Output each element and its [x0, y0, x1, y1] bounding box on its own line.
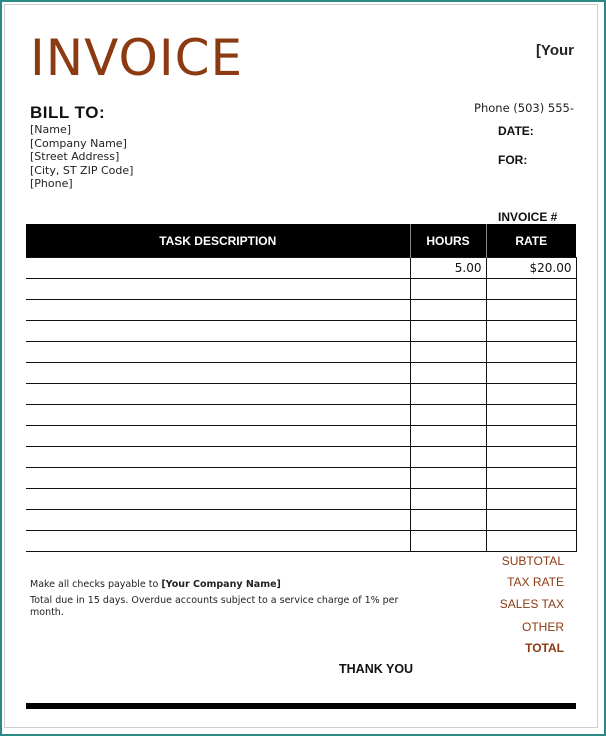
rate-cell[interactable] — [486, 468, 576, 489]
bill-to-city: [City, ST ZIP Code] — [30, 163, 134, 177]
table-row — [26, 363, 576, 384]
table-row — [26, 447, 576, 468]
rate-cell[interactable] — [486, 279, 576, 300]
bill-to-block — [30, 123, 133, 191]
rate-cell[interactable] — [486, 447, 576, 468]
table-header-row — [26, 224, 576, 258]
rate-cell[interactable] — [486, 300, 576, 321]
date-label: DATE: — [498, 124, 534, 138]
task-description-cell[interactable] — [26, 342, 410, 363]
table-row — [26, 342, 576, 363]
rate-cell[interactable] — [486, 363, 576, 384]
for-label: FOR: — [498, 153, 528, 167]
table-row — [26, 321, 576, 342]
table-row — [26, 279, 576, 300]
table-row — [26, 258, 576, 279]
hours-cell[interactable] — [410, 279, 486, 300]
table-row — [26, 426, 576, 447]
table-row — [26, 468, 576, 489]
company-phone: Phone (503) 555- — [474, 101, 574, 115]
hours-cell[interactable] — [410, 405, 486, 426]
bottom-divider — [26, 703, 576, 709]
hours-cell[interactable] — [410, 342, 486, 363]
payment-terms: Total due in 15 days. Overdue accounts subject to a service charge of 1% per month. — [30, 595, 399, 618]
task-description-cell[interactable] — [26, 405, 410, 426]
rate-cell[interactable] — [486, 489, 576, 510]
bill-to-name: [Name] — [30, 123, 72, 136]
table-row — [26, 489, 576, 510]
hours-cell[interactable] — [410, 300, 486, 321]
task-description-cell[interactable] — [26, 384, 410, 405]
rate-cell[interactable] — [486, 342, 576, 363]
thank-you: THANK YOU — [339, 662, 414, 676]
hours-cell[interactable] — [410, 447, 486, 468]
subtotal-label: SUBTOTAL — [501, 554, 564, 568]
task-description-cell[interactable] — [26, 447, 410, 468]
table-row — [26, 300, 576, 321]
rate-cell[interactable] — [486, 321, 576, 342]
payable-note — [30, 579, 281, 591]
bill-to-heading: BILL TO: — [30, 103, 106, 122]
rate-cell[interactable] — [486, 405, 576, 426]
total-label: TOTAL — [525, 641, 564, 655]
task-description-cell[interactable] — [26, 510, 410, 531]
task-description-cell[interactable] — [26, 300, 410, 321]
rate-cell[interactable] — [486, 531, 576, 552]
rate-cell[interactable] — [486, 384, 576, 405]
tax-rate-label: TAX RATE — [507, 575, 564, 589]
payable-company: [Your Company Name] — [161, 579, 281, 590]
hours-cell[interactable] — [410, 426, 486, 447]
table-row — [26, 510, 576, 531]
hours-cell[interactable] — [410, 321, 486, 342]
table-row — [26, 531, 576, 552]
task-description-cell[interactable] — [26, 531, 410, 552]
hours-cell[interactable] — [410, 363, 486, 384]
task-description-cell[interactable] — [26, 489, 410, 510]
hours-cell[interactable] — [410, 468, 486, 489]
table-row — [26, 405, 576, 426]
hours-cell[interactable] — [410, 489, 486, 510]
rate-cell[interactable]: $20.00 — [486, 258, 576, 279]
sales-tax-label: SALES TAX — [499, 597, 564, 611]
rate-cell[interactable] — [486, 510, 576, 531]
hours-cell[interactable] — [410, 531, 486, 552]
invoice-title: INVOICE — [30, 29, 244, 87]
task-description-cell[interactable] — [26, 279, 410, 300]
hours-cell[interactable] — [410, 384, 486, 405]
task-description-cell[interactable] — [26, 426, 410, 447]
task-description-cell[interactable] — [26, 468, 410, 489]
task-description-cell[interactable] — [26, 363, 410, 384]
col-hours: HOURS — [410, 224, 486, 258]
task-description-cell[interactable] — [26, 258, 410, 279]
hours-cell[interactable]: 5.00 — [410, 258, 486, 279]
col-task-description: TASK DESCRIPTION — [26, 224, 410, 258]
company-name: [Your — [535, 42, 574, 59]
hours-cell[interactable] — [410, 510, 486, 531]
invoice-number-label: INVOICE # — [498, 210, 558, 224]
rate-cell[interactable] — [486, 426, 576, 447]
table-row — [26, 384, 576, 405]
col-rate: RATE — [486, 224, 576, 258]
bill-to-street: [Street Address] — [30, 150, 120, 164]
bill-to-phone: [Phone] — [30, 177, 73, 191]
payable-prefix: Make all checks payable to — [30, 579, 162, 590]
line-items-table — [26, 224, 577, 552]
bill-to-company: [Company Name] — [30, 136, 127, 150]
task-description-cell[interactable] — [26, 321, 410, 342]
other-label: OTHER — [522, 620, 564, 634]
